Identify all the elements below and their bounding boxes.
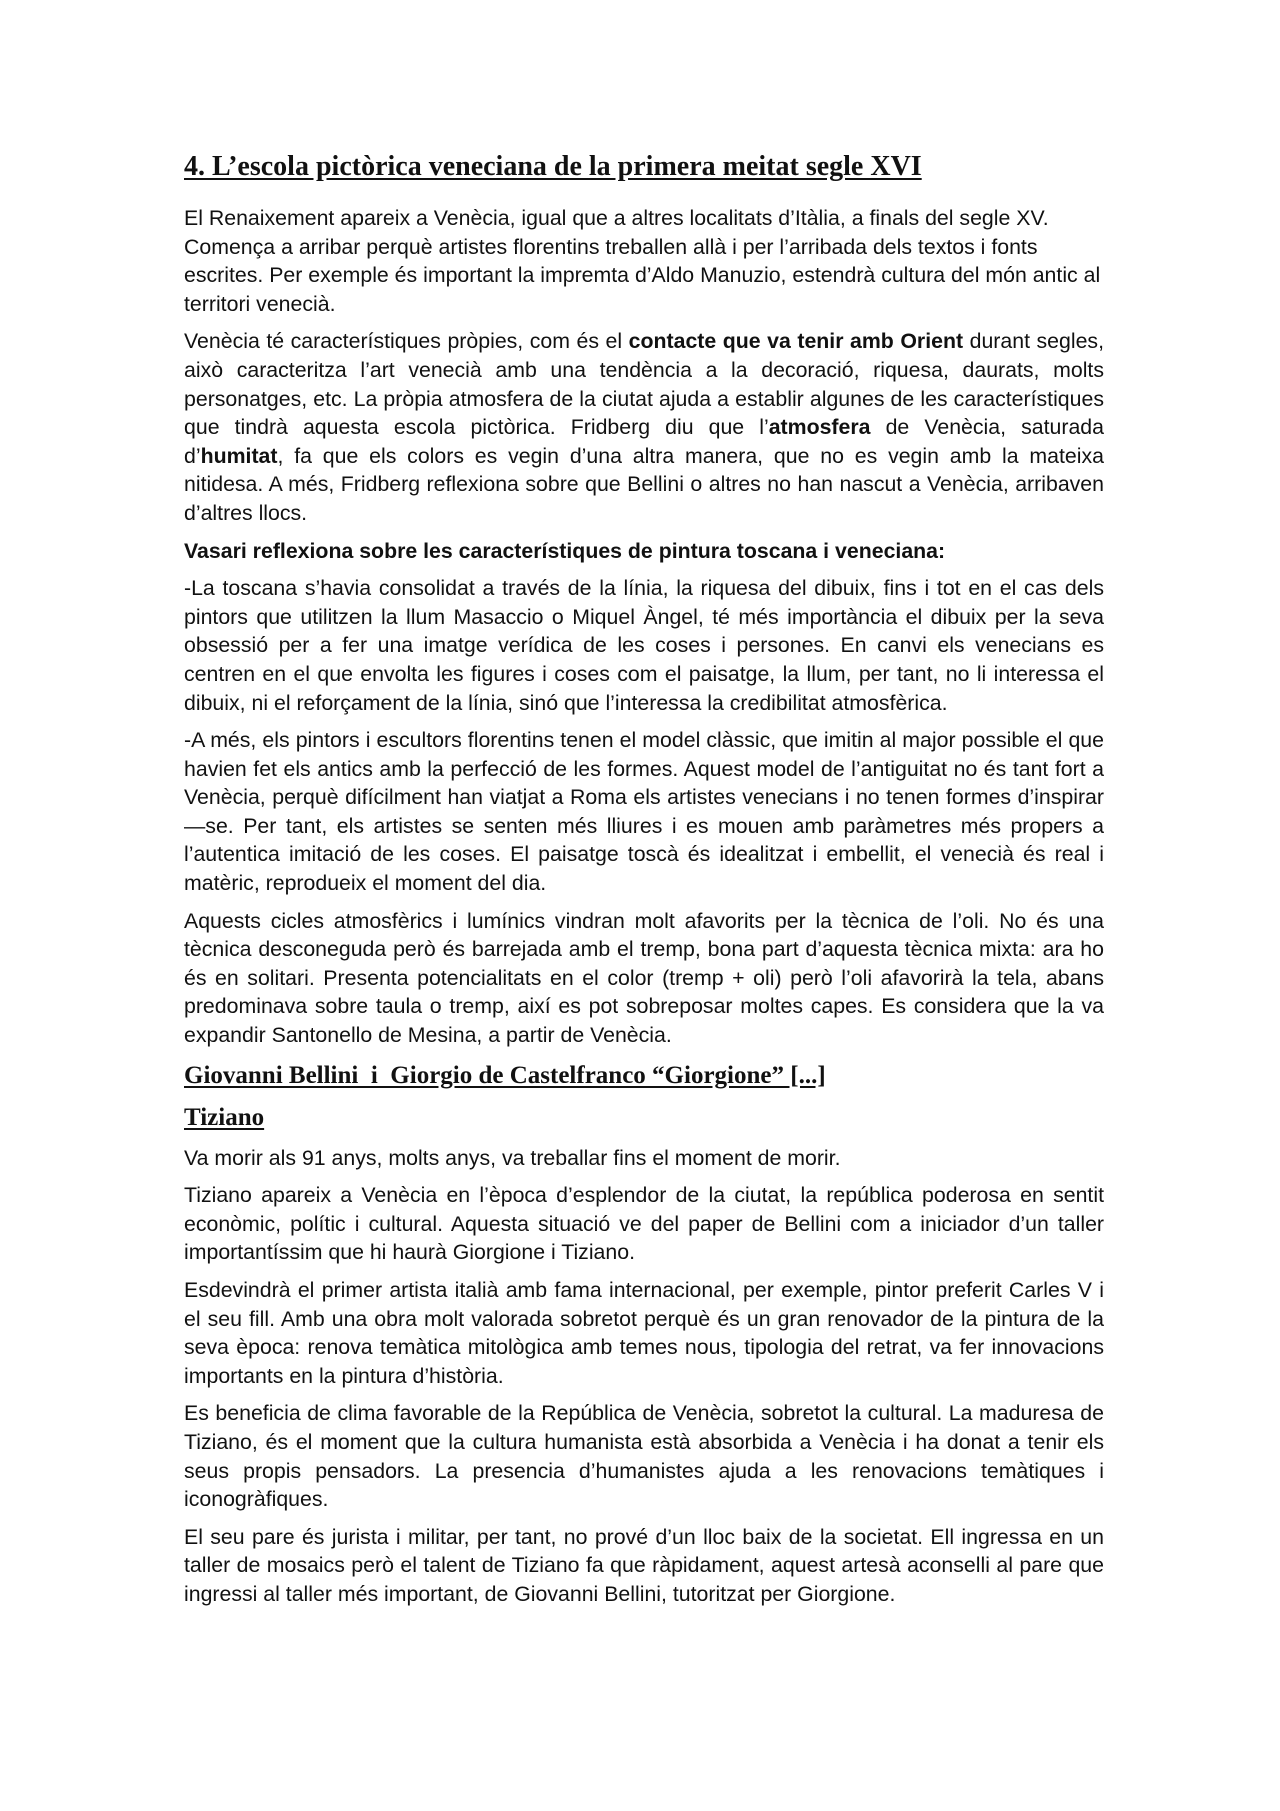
paragraph-intro: El Renaixement apareix a Venècia, igual que a altres localitats d’Itàlia, a finals del segle XV. Comença a arribar perquè artistes florentins treballen allà i per l’arribada dels textos i fonts escrites. Per exemple és important la impremta d’Aldo Manuzio, estendrà cultura del món antic al territori venecià. — [184, 206, 1101, 316]
subheading-tiziano: Tiziano — [184, 1103, 265, 1131]
bold-run: Vasari reflexiona sobre les característiques de pintura toscana i veneciana: — [184, 538, 946, 563]
paragraph-vasari — [184, 537, 1104, 566]
paragraph-characteristics — [184, 327, 1104, 527]
document-page — [184, 150, 1104, 1618]
bold-run: humitat — [200, 443, 278, 468]
paragraph-tiziano-death: Va morir als 91 anys, molts anys, va treballar fins el moment de morir. — [184, 1145, 841, 1170]
subheading-bellini-giorgione: Giovanni Bellini i Giorgio de Castelfranco “Giorgione” [...] — [184, 1061, 826, 1089]
bold-run: atmosfera — [768, 415, 871, 440]
paragraph-tiziano-pare: El seu pare és jurista i militar, per tant, no prové d’un lloc baix de la societat. Ell ingressa en un taller de mosaics però el talent de Tiziano fa que ràpidament, aquest artesà aconselli al pare que ingressi al taller més important, de Giovanni Bellini, tutoritzat per Giorgione. — [184, 1524, 1104, 1606]
paragraph-florentins: -A més, els pintors i escultors florentins tenen el model clàssic, que imitin al major possible el que havien fet els antics amb la perfecció de les formes. Aquest model de l’antiguitat no és tant fort a Venècia, perquè difícilment han viatjat a Roma els artistes venecians i no tenen formes d’inspirar—se. Per tant, els artistes se senten més lliures i es mouen amb paràmetres més propers a l’autentica imitació de les coses. El paisatge toscà és idealitzat i embellit, el venecià és real i matèric, reprodueix el moment del dia. — [184, 728, 1104, 896]
paragraph-tiziano-fama: Esdevindrà el primer artista italià amb fama internacional, per exemple, pintor preferit Carles V i el seu fill. Amb una obra molt valorada sobretot perquè és un gran renovador de la pintura de la seva època: renova temàtica mitològica amb temes nous, tipologia del retrat, va fer innovacions importants en la pintura d’història. — [184, 1278, 1104, 1388]
paragraph-oli: Aquests cicles atmosfèrics i lumínics vindran molt afavorits per la tècnica de l’oli. No és una tècnica desconeguda però és barrejada amb el tremp, bona part d’aquesta tècnica mixta: ara ho és en solitari. Presenta potencialitats en el color (tremp + oli) però l’oli afavorirà la tela, abans predominava sobre taula o tremp, així es pot sobreposar moltes capes. Es considera que la va expandir Santonello de Mesina, a partir de Venècia. — [184, 908, 1104, 1048]
text-run: de Venècia, saturada d’ — [184, 415, 1104, 468]
text-run: Venècia té característiques pròpies, com és el — [184, 329, 629, 354]
text-run: , fa que els colors es vegin d’una altra manera, que no es vegin amb la mateixa nitidesa. A més, Fridberg reflexiona sobre que Bellini o altres no han nascut a Venècia, arribaven d’altres llocs. — [184, 443, 1104, 525]
paragraph-toscana: -La toscana s’havia consolidat a través de la línia, la riquesa del dibuix, fins i tot en el cas dels pintors que utilitzen la llum Masaccio o Miquel Àngel, té més importància el dibuix per la seva obsessió per a fer una imatge verídica de les coses i persones. En canvi els venecians es centren en el que envolta les figures i coses com el paisatge, la llum, per tant, no li interessa el dibuix, ni el reforçament de la línia, sinó que l’interessa la credibilitat atmosfèrica. — [184, 576, 1104, 715]
section-heading: 4. L’escola pictòrica veneciana de la primera meitat segle XVI — [184, 151, 922, 182]
paragraph-tiziano-venecia: Tiziano apareix a Venècia en l’època d’esplendor de la ciutat, la república poderosa en sentit econòmic, polític i cultural. Aquesta situació ve del paper de Bellini com a iniciador d’un taller importantíssim que hi haurà Giorgione i Tiziano. — [184, 1183, 1104, 1265]
text-run: durant segles, això caracteritza l’art venecià amb una tendència a la decoració, riquesa, daurats, molts personatges, etc. La pròpia atmosfera de la ciutat ajuda a establir algunes de les característiques que tindrà aquesta escola pictòrica. Fridberg diu que l’ — [184, 329, 1104, 440]
bold-run: contacte que va tenir amb Orient — [628, 329, 964, 354]
paragraph-tiziano-clima: Es beneficia de clima favorable de la República de Venècia, sobretot la cultural. La maduresa de Tiziano, és el moment que la cultura humanista està absorbida a Venècia i ha donat a tenir els seus propis pensadors. La presencia d’humanistes ajuda a les renovacions temàtiques i iconogràfiques. — [184, 1401, 1104, 1512]
